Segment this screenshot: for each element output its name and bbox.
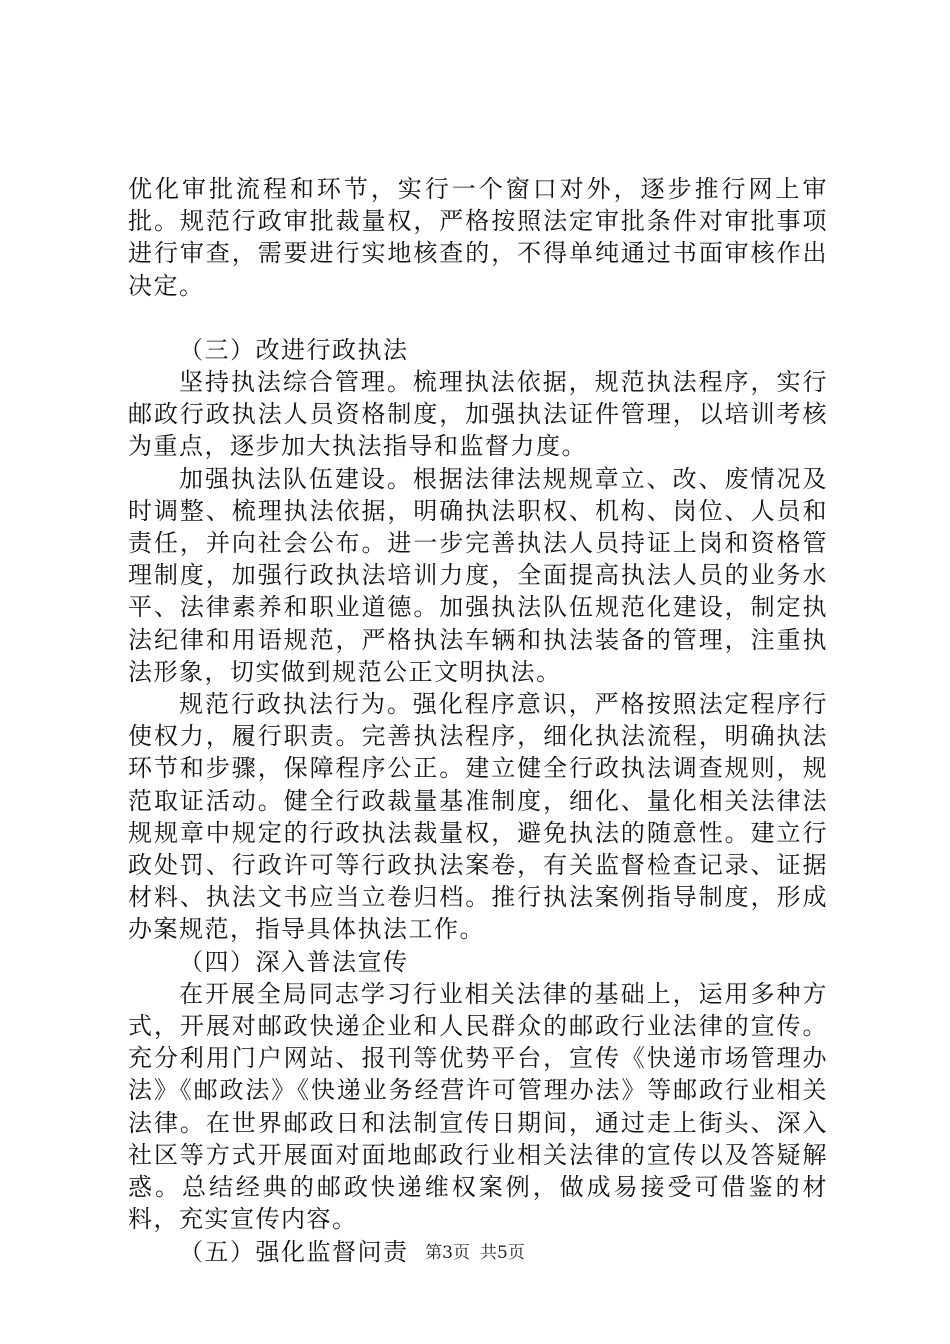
paragraph-enforcement-management: 坚持执法综合管理。梳理执法依据，规范执法程序，实行邮政行政执法人员资格制度，加强执法证件管理，以培训考核为重点，逐步加大执法指导和监督力度。	[128, 368, 828, 461]
section-heading-4: （四）深入普法宣传	[179, 947, 409, 976]
page-total: 共5页	[480, 1243, 525, 1263]
paragraph-enforcement-behavior: 规范行政执法行为。强化程序意识，严格按照法定程序行使权力，履行职责。完善执法程序，细化执法流程，明确执法环节和步骤，保障程序公正。建立健全行政执法调查规则，规范取证活动。健全行政裁量基准制度，细化、量化相关法律法规规章中规定的行政执法裁量权，避免执法的随意性。建立行政处罚、行政许可等行政执法案卷，有关监督检查记录、证据材料、执法文书应当立卷归档。推行执法案例指导制度，形成办案规范，指导具体执法工作。	[128, 690, 828, 944]
section-heading-5: （五）强化监督问责	[179, 1237, 409, 1266]
document-body	[128, 173, 828, 1268]
paragraph-approval: 优化审批流程和环节，实行一个窗口对外，逐步推行网上审批。规范行政审批裁量权，严格按照法定审批条件对审批事项进行审查，需要进行实地核查的，不得单纯通过书面审核作出决定。	[128, 175, 828, 300]
page-footer	[0, 1242, 950, 1264]
page-number: 第3页	[425, 1243, 470, 1263]
paragraph-law-publicity: 在开展全局同志学习行业相关法律的基础上，运用多种方式，开展对邮政快递企业和人民群众的邮政行业法律的宣传。充分利用门户网站、报刊等优势平台，宣传《快递市场管理办法》《邮政法》《快递业务经营许可管理办法》等邮政行业相关法律。在世界邮政日和法制宣传日期间，通过走上街头、深入社区等方式开展面对面地邮政行业相关法律的宣传以及答疑解惑。总结经典的邮政快递维权案例，做成易接受可借鉴的材料，充实宣传内容。	[128, 979, 828, 1234]
paragraph-enforcement-team: 加强执法队伍建设。根据法律法规规章立、改、废情况及时调整、梳理执法依据，明确执法职权、机构、岗位、人员和责任，并向社会公布。进一步完善执法人员持证上岗和资格管理制度，加强行政执法培训力度，全面提高执法人员的业务水平、法律素养和职业道德。加强执法队伍规范化建设，制定执法纪律和用语规范，严格执法车辆和执法装备的管理，注重执法形象，切实做到规范公正文明执法。	[128, 464, 828, 686]
section-heading-3: （三）改进行政执法	[179, 335, 409, 364]
